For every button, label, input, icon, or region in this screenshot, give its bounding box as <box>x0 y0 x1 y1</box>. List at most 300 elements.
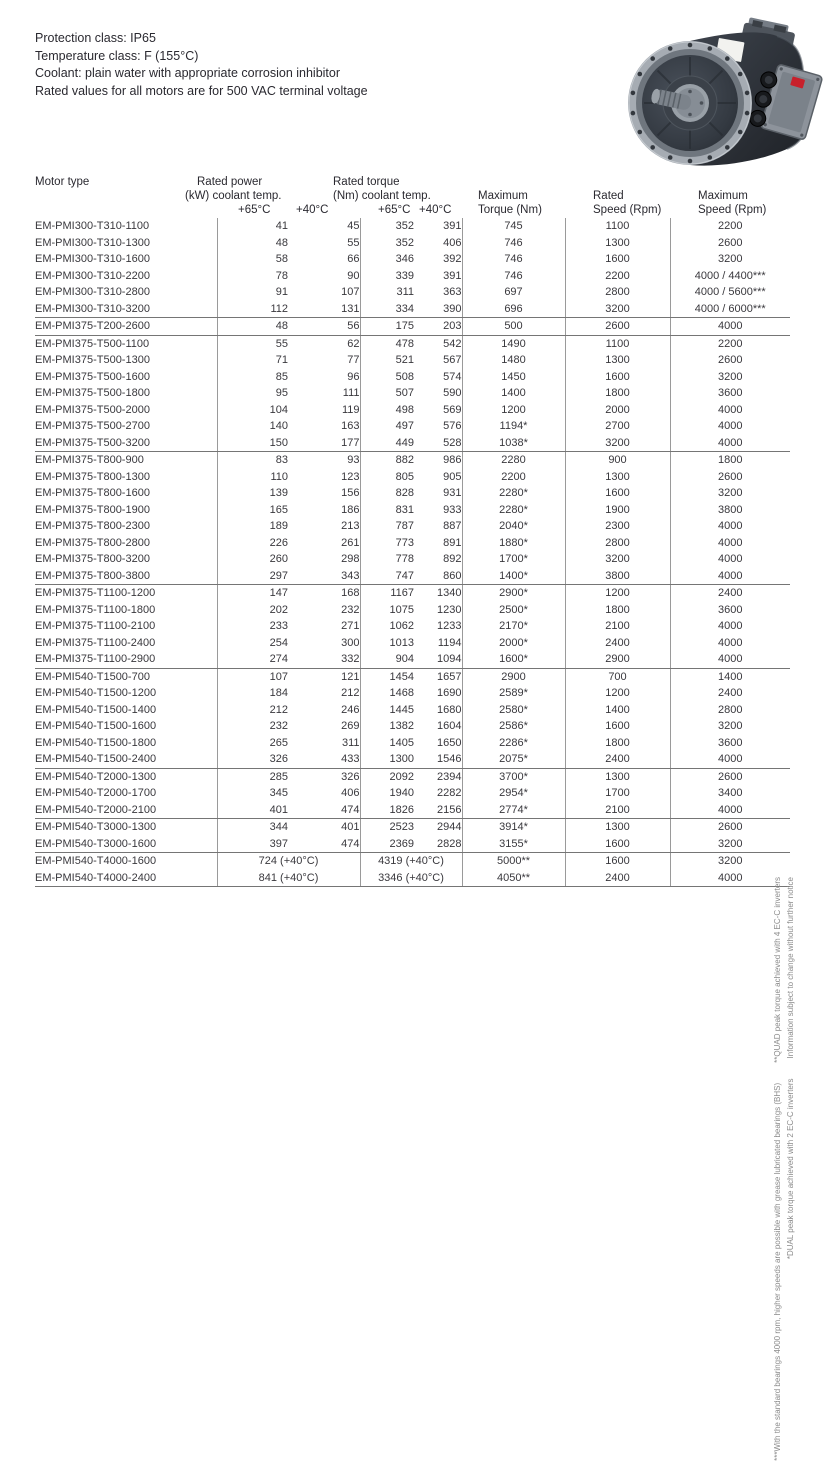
table-row <box>35 768 790 785</box>
cell-motor-type: EM-PMI375-T500-2000 <box>35 403 150 416</box>
cell-max-torque: 4050** <box>462 870 565 887</box>
cell-torque-40c: 528 <box>414 435 462 452</box>
cell-rated-speed: 1100 <box>565 335 670 352</box>
cell-max-speed: 3600 <box>670 602 790 619</box>
cell-power-65c: 344 <box>217 819 288 836</box>
cell-rated-speed: 3200 <box>565 301 670 318</box>
col-header-torque-40c: +40°C <box>419 204 452 216</box>
cell-power-65c: 71 <box>217 352 288 369</box>
cell-max-torque: 2774* <box>462 802 565 819</box>
table-row <box>35 235 790 252</box>
cell-torque-40c: 1546 <box>414 751 462 768</box>
cell-power-65c: 139 <box>217 485 288 502</box>
table-row <box>35 836 790 853</box>
cell-torque-40c: 887 <box>443 520 462 533</box>
cell-torque-65c: 449 <box>360 435 414 452</box>
cell-max-torque: 696 <box>462 301 565 318</box>
cell-power-65c: 165 <box>217 502 288 519</box>
cell-power-65c: 285 <box>217 768 288 785</box>
cell-max-torque: 2954* <box>462 785 565 802</box>
cell-motor-type: EM-PMI300-T310-1600 <box>35 253 150 266</box>
table-row <box>35 301 790 318</box>
spec-line-temperature: Temperature class: F (155°C) <box>35 48 199 63</box>
cell-max-speed: 3600 <box>670 385 790 402</box>
cell-power-40c: 212 <box>341 687 360 700</box>
cell-max-speed: 4000 <box>670 618 790 635</box>
cell-power-40c: 90 <box>347 269 360 282</box>
cell-power-40c: 45 <box>347 220 360 233</box>
cell-power-65c: 397 <box>217 836 288 853</box>
cell-power-40c: 62 <box>347 337 360 350</box>
cell-rated-speed: 1300 <box>565 819 670 836</box>
cell-motor-type: EM-PMI540-T2000-1300 <box>35 770 157 783</box>
cell-torque-65c: 1826 <box>360 802 414 819</box>
table-row <box>35 251 790 268</box>
motor-spec-table <box>35 218 790 887</box>
table-row <box>35 485 790 502</box>
cell-rated-speed: 1400 <box>565 702 670 719</box>
cell-torque-65c: 478 <box>360 335 414 352</box>
cell-power-40c: 300 <box>341 636 360 649</box>
cell-max-speed: 3800 <box>670 502 790 519</box>
cell-torque-40c: 392 <box>443 253 462 266</box>
table-row <box>35 268 790 285</box>
cell-torque-40c: 986 <box>443 454 462 467</box>
cell-max-speed: 2600 <box>670 352 790 369</box>
cell-max-speed: 3200 <box>670 836 790 853</box>
table-row <box>35 551 790 568</box>
cell-motor-type: EM-PMI300-T310-2800 <box>35 286 150 299</box>
cell-motor-type: EM-PMI375-T500-1300 <box>35 354 150 367</box>
cell-power-40c: 474 <box>288 802 360 819</box>
cell-power-65c: 95 <box>217 385 288 402</box>
footnote-double-star: **QUAD peak torque achieved with 4 EC-C inverters <box>773 877 782 1063</box>
cell-torque-65c: 175 <box>360 318 414 336</box>
cell-motor-type: EM-PMI540-T4000-2400 <box>35 870 217 887</box>
cell-rated-speed: 1600 <box>565 718 670 735</box>
cell-torque-65c: 1445 <box>360 702 414 719</box>
col-header-rated-speed-1: Rated <box>593 190 624 202</box>
cell-torque-65c: 497 <box>360 418 414 435</box>
cell-power-65c: 110 <box>217 469 288 486</box>
cell-power-40c: 271 <box>341 620 360 633</box>
cell-motor-type: EM-PMI300-T310-2200 <box>35 269 150 282</box>
cell-torque-65c: 352 <box>360 235 414 252</box>
cell-power-65c: 345 <box>217 785 288 802</box>
cell-rated-torque-merged: 4319 (+40°C) <box>360 853 462 870</box>
footnote-dual-notice <box>786 877 796 1259</box>
cell-torque-65c: 1454 <box>360 668 414 685</box>
cell-max-torque: 746 <box>462 235 565 252</box>
cell-power-40c: 163 <box>341 420 360 433</box>
cell-torque-65c: 521 <box>360 352 414 369</box>
cell-max-torque: 500 <box>462 318 565 336</box>
cell-motor-type: EM-PMI375-T500-2700 <box>35 420 150 433</box>
cell-motor-type: EM-PMI375-T800-3200 <box>35 553 150 566</box>
cell-power-65c: 260 <box>217 551 288 568</box>
cell-rated-speed: 2200 <box>565 268 670 285</box>
table-row <box>35 369 790 386</box>
cell-torque-40c: 2944 <box>437 821 462 834</box>
cell-rated-speed: 2100 <box>565 618 670 635</box>
cell-max-speed: 4000 <box>670 802 790 819</box>
cell-rated-speed: 2700 <box>565 418 670 435</box>
footnote-bearings-quad <box>773 877 783 1461</box>
cell-torque-40c: 1604 <box>437 720 462 733</box>
cell-max-torque: 3155* <box>462 836 565 853</box>
cell-torque-65c: 1300 <box>360 751 414 768</box>
cell-max-speed: 3200 <box>670 853 790 870</box>
table-row <box>35 284 790 301</box>
cell-torque-65c: 339 <box>360 268 414 285</box>
cell-power-40c: 401 <box>341 821 360 834</box>
cell-torque-65c: 1940 <box>360 785 414 802</box>
cell-max-speed: 4000 <box>670 418 790 435</box>
cell-torque-40c: 1194 <box>437 636 462 649</box>
cell-max-speed: 4000 <box>670 318 790 336</box>
cell-torque-65c: 508 <box>360 369 414 386</box>
cell-max-torque: 1200 <box>462 402 565 419</box>
cell-torque-65c: 352 <box>360 218 414 235</box>
cell-max-speed: 2200 <box>670 335 790 352</box>
cell-rated-speed: 1800 <box>565 602 670 619</box>
cell-rated-power-merged: 724 (+40°C) <box>217 853 360 870</box>
col-header-power-40c: +40°C <box>296 204 329 216</box>
cell-power-40c: 269 <box>341 720 360 733</box>
cell-power-65c: 147 <box>217 585 288 602</box>
cell-max-torque: 1038* <box>462 435 565 452</box>
table-row <box>35 402 790 419</box>
cell-power-40c: 343 <box>288 568 360 585</box>
cell-max-speed: 2400 <box>670 585 790 602</box>
cell-torque-65c: 747 <box>360 568 414 585</box>
cell-power-40c: 156 <box>341 487 360 500</box>
cell-torque-65c: 1167 <box>360 585 414 602</box>
cell-max-speed: 4000 <box>670 551 790 568</box>
cell-power-40c: 213 <box>341 520 360 533</box>
table-row <box>35 718 790 735</box>
cell-max-speed: 2200 <box>670 218 790 235</box>
table-row <box>35 870 790 887</box>
cell-rated-speed: 1600 <box>565 853 670 870</box>
cell-power-65c: 274 <box>217 651 288 668</box>
cell-max-torque: 1450 <box>462 369 565 386</box>
cell-torque-40c: 542 <box>443 337 462 350</box>
cell-max-torque: 1600* <box>462 651 565 668</box>
cell-power-65c: 326 <box>217 751 288 768</box>
cell-power-65c: 226 <box>217 535 288 552</box>
table-row <box>35 735 790 752</box>
cell-max-torque: 1490 <box>462 335 565 352</box>
cell-rated-speed: 1300 <box>565 469 670 486</box>
cell-power-65c: 78 <box>217 268 288 285</box>
cell-power-40c: 326 <box>341 770 360 783</box>
cell-power-40c: 131 <box>288 301 360 318</box>
cell-torque-65c: 507 <box>360 385 414 402</box>
cell-max-speed: 2600 <box>670 235 790 252</box>
cell-torque-65c: 1468 <box>360 685 414 702</box>
cell-max-speed: 1800 <box>670 452 790 469</box>
cell-max-torque: 2586* <box>462 718 565 735</box>
cell-power-65c: 55 <box>217 335 288 352</box>
col-header-power-unit: (kW) coolant temp. <box>185 190 282 202</box>
cell-torque-65c: 1405 <box>360 735 414 752</box>
cell-max-speed: 2800 <box>670 702 790 719</box>
table-row <box>35 635 790 652</box>
cell-max-speed: 3200 <box>670 718 790 735</box>
cell-power-40c: 107 <box>341 286 360 299</box>
cell-max-torque: 2580* <box>462 702 565 719</box>
cell-torque-40c: 567 <box>443 354 462 367</box>
cell-max-torque: 1700* <box>462 551 565 568</box>
cell-power-65c: 41 <box>217 218 288 235</box>
cell-max-torque: 1400 <box>462 385 565 402</box>
cell-torque-65c: 1062 <box>360 618 414 635</box>
cell-rated-speed: 1300 <box>565 235 670 252</box>
cell-max-torque: 2589* <box>462 685 565 702</box>
cell-rated-speed: 1100 <box>565 218 670 235</box>
cell-torque-40c: 203 <box>414 318 462 336</box>
footnote-triple-star: ***With the standard bearings 4000 rpm, higher speeds are possible with grease lubricated bearings (BHS) <box>773 1082 782 1461</box>
col-header-max-speed-2: Speed (Rpm) <box>698 204 767 216</box>
cell-power-40c: 433 <box>288 751 360 768</box>
table-row <box>35 218 790 235</box>
cell-torque-40c: 391 <box>443 269 462 282</box>
cell-max-speed: 4000 <box>670 535 790 552</box>
col-header-torque-unit: (Nm) coolant temp. <box>333 190 431 202</box>
cell-power-40c: 298 <box>341 553 360 566</box>
cell-rated-speed: 2100 <box>565 802 670 819</box>
cell-rated-speed: 3200 <box>565 551 670 568</box>
cell-torque-40c: 390 <box>414 301 462 318</box>
cell-max-torque: 2075* <box>462 751 565 768</box>
cell-max-speed: 4000 <box>670 751 790 768</box>
cell-power-65c: 212 <box>217 702 288 719</box>
cell-motor-type: EM-PMI540-T1500-1600 <box>35 720 157 733</box>
cell-power-65c: 297 <box>217 568 288 585</box>
cell-rated-speed: 2600 <box>565 318 670 336</box>
table-row <box>35 685 790 702</box>
cell-power-40c: 66 <box>347 253 360 266</box>
cell-rated-speed: 900 <box>565 452 670 469</box>
cell-torque-40c: 860 <box>414 568 462 585</box>
cell-motor-type: EM-PMI540-T2000-1700 <box>35 787 157 800</box>
cell-torque-40c: 892 <box>443 553 462 566</box>
cell-torque-40c: 2394 <box>437 770 462 783</box>
cell-power-40c: 406 <box>341 787 360 800</box>
table-row <box>35 651 790 668</box>
cell-power-65c: 107 <box>217 668 288 685</box>
cell-power-65c: 254 <box>217 635 288 652</box>
cell-motor-type: EM-PMI540-T3000-1600 <box>35 836 217 853</box>
cell-power-65c: 232 <box>217 718 288 735</box>
cell-torque-40c: 2282 <box>437 787 462 800</box>
cell-power-65c: 184 <box>217 685 288 702</box>
cell-power-65c: 104 <box>217 402 288 419</box>
cell-motor-type: EM-PMI540-T1500-1400 <box>35 703 157 716</box>
cell-power-40c: 119 <box>341 403 360 416</box>
cell-rated-speed: 2900 <box>565 651 670 668</box>
cell-max-torque: 2040* <box>462 518 565 535</box>
cell-power-40c: 111 <box>342 387 360 400</box>
cell-torque-65c: 311 <box>360 284 414 301</box>
cell-rated-speed: 2400 <box>565 635 670 652</box>
cell-max-torque: 2280* <box>462 485 565 502</box>
cell-torque-40c: 931 <box>443 487 462 500</box>
cell-rated-speed: 2800 <box>565 535 670 552</box>
cell-torque-40c: 1690 <box>437 687 462 700</box>
cell-max-speed: 4000 / 5600*** <box>670 284 790 301</box>
cell-max-torque: 1880* <box>462 535 565 552</box>
cell-rated-speed: 1600 <box>565 485 670 502</box>
cell-power-40c: 123 <box>341 470 360 483</box>
cell-power-65c: 58 <box>217 251 288 268</box>
table-row <box>35 385 790 402</box>
cell-torque-40c: 576 <box>443 420 462 433</box>
cell-motor-type: EM-PMI375-T1100-2100 <box>35 620 156 633</box>
cell-power-40c: 246 <box>341 703 360 716</box>
cell-max-torque: 746 <box>462 268 565 285</box>
cell-power-65c: 91 <box>217 284 288 301</box>
cell-motor-type: EM-PMI375-T1100-1800 <box>35 603 156 616</box>
cell-motor-type: EM-PMI375-T800-1300 <box>35 470 150 483</box>
cell-motor-type: EM-PMI375-T500-1800 <box>35 387 150 400</box>
cell-rated-speed: 1600 <box>565 251 670 268</box>
cell-max-speed: 4000 / 4400*** <box>670 268 790 285</box>
cell-torque-65c: 1382 <box>360 718 414 735</box>
cell-power-65c: 48 <box>217 318 288 336</box>
cell-power-65c: 202 <box>217 602 288 619</box>
cell-motor-type: EM-PMI300-T310-1100 <box>35 220 150 233</box>
cell-power-65c: 189 <box>217 518 288 535</box>
cell-rated-speed: 1300 <box>565 352 670 369</box>
cell-power-40c: 332 <box>288 651 360 668</box>
cell-torque-40c: 1650 <box>437 736 462 749</box>
cell-max-speed: 3200 <box>670 251 790 268</box>
cell-max-speed: 4000 <box>670 870 790 887</box>
col-header-power-65c: +65°C <box>238 204 271 216</box>
cell-rated-speed: 2400 <box>565 870 670 887</box>
cell-max-speed: 4000 / 6000*** <box>670 301 790 318</box>
cell-rated-speed: 1200 <box>565 585 670 602</box>
cell-torque-65c: 334 <box>360 301 414 318</box>
cell-power-40c: 121 <box>341 670 360 683</box>
cell-torque-65c: 787 <box>360 518 414 535</box>
cell-max-torque: 2286* <box>462 735 565 752</box>
cell-max-speed: 2400 <box>670 685 790 702</box>
table-row <box>35 535 790 552</box>
cell-power-40c: 474 <box>288 836 360 853</box>
cell-max-speed: 3400 <box>670 785 790 802</box>
table-row <box>35 853 790 870</box>
table-row <box>35 568 790 585</box>
cell-power-40c: 261 <box>341 536 360 549</box>
cell-power-40c: 168 <box>341 587 360 600</box>
footnote-single-star: *DUAL peak torque achieved with 2 EC-C inverters <box>786 1078 795 1260</box>
cell-motor-type: EM-PMI540-T4000-1600 <box>35 855 157 868</box>
table-row <box>35 602 790 619</box>
cell-max-torque: 5000** <box>462 853 565 870</box>
cell-torque-65c: 2092 <box>360 768 414 785</box>
cell-motor-type: EM-PMI375-T500-1600 <box>35 370 150 383</box>
cell-torque-40c: 1657 <box>437 670 462 683</box>
table-row <box>35 802 790 819</box>
table-row <box>35 418 790 435</box>
col-header-torque-65c: +65°C <box>378 204 411 216</box>
spec-line-voltage: Rated values for all motors are for 500 VAC terminal voltage <box>35 83 368 98</box>
cell-torque-65c: 773 <box>360 535 414 552</box>
cell-max-torque: 2170* <box>462 618 565 635</box>
cell-max-speed: 2600 <box>670 469 790 486</box>
cell-power-40c: 56 <box>288 318 360 336</box>
cell-max-torque: 1194* <box>462 418 565 435</box>
cell-rated-speed: 1700 <box>565 785 670 802</box>
cell-motor-type: EM-PMI540-T1500-2400 <box>35 751 217 768</box>
cell-torque-65c: 346 <box>360 251 414 268</box>
cell-torque-40c: 1680 <box>437 703 462 716</box>
cell-motor-type: EM-PMI300-T310-3200 <box>35 301 217 318</box>
cell-max-torque: 2900* <box>462 585 565 602</box>
cell-motor-type: EM-PMI375-T800-900 <box>35 454 144 467</box>
cell-torque-40c: 569 <box>443 403 462 416</box>
cell-max-torque: 2200 <box>462 469 565 486</box>
col-header-rated-speed-2: Speed (Rpm) <box>593 204 662 216</box>
cell-torque-40c: 363 <box>443 286 462 299</box>
cell-max-torque: 2280* <box>462 502 565 519</box>
cell-torque-40c: 1233 <box>437 620 462 633</box>
cell-torque-65c: 904 <box>360 651 414 668</box>
cell-max-speed: 2600 <box>670 768 790 785</box>
table-row <box>35 469 790 486</box>
cell-motor-type: EM-PMI375-T800-2800 <box>35 536 150 549</box>
cell-torque-65c: 2369 <box>360 836 414 853</box>
cell-torque-40c: 2156 <box>414 802 462 819</box>
table-row <box>35 435 790 452</box>
cell-rated-speed: 3200 <box>565 435 670 452</box>
cell-rated-speed: 1300 <box>565 768 670 785</box>
cell-rated-speed: 3800 <box>565 568 670 585</box>
cell-torque-40c: 891 <box>443 536 462 549</box>
cell-torque-65c: 778 <box>360 551 414 568</box>
col-header-rated-torque: Rated torque <box>333 176 400 188</box>
cell-rated-speed: 1800 <box>565 385 670 402</box>
spec-line-coolant: Coolant: plain water with appropriate corrosion inhibitor <box>35 66 341 80</box>
cell-motor-type: EM-PMI375-T500-3200 <box>35 435 217 452</box>
cell-rated-speed: 1600 <box>565 836 670 853</box>
cell-max-torque: 2500* <box>462 602 565 619</box>
cell-motor-type: EM-PMI375-T800-1900 <box>35 503 150 516</box>
table-row <box>35 785 790 802</box>
table-row <box>35 751 790 768</box>
cell-rated-speed: 700 <box>565 668 670 685</box>
cell-max-speed: 4000 <box>670 435 790 452</box>
cell-max-torque: 746 <box>462 251 565 268</box>
cell-max-torque: 3700* <box>462 768 565 785</box>
cell-rated-speed: 1800 <box>565 735 670 752</box>
cell-torque-40c: 590 <box>443 387 462 400</box>
cell-torque-40c: 2828 <box>414 836 462 853</box>
cell-max-torque: 2000* <box>462 635 565 652</box>
cell-max-speed: 4000 <box>670 635 790 652</box>
cell-motor-type: EM-PMI375-T800-3800 <box>35 568 217 585</box>
motor-photo <box>605 12 825 170</box>
col-header-max-speed-1: Maximum <box>698 190 748 202</box>
motor-illustration <box>605 12 825 170</box>
cell-rated-speed: 2300 <box>565 518 670 535</box>
cell-power-40c: 186 <box>341 503 360 516</box>
cell-motor-type: EM-PMI540-T1500-1200 <box>35 687 157 700</box>
cell-motor-type: EM-PMI375-T500-1100 <box>35 337 150 350</box>
